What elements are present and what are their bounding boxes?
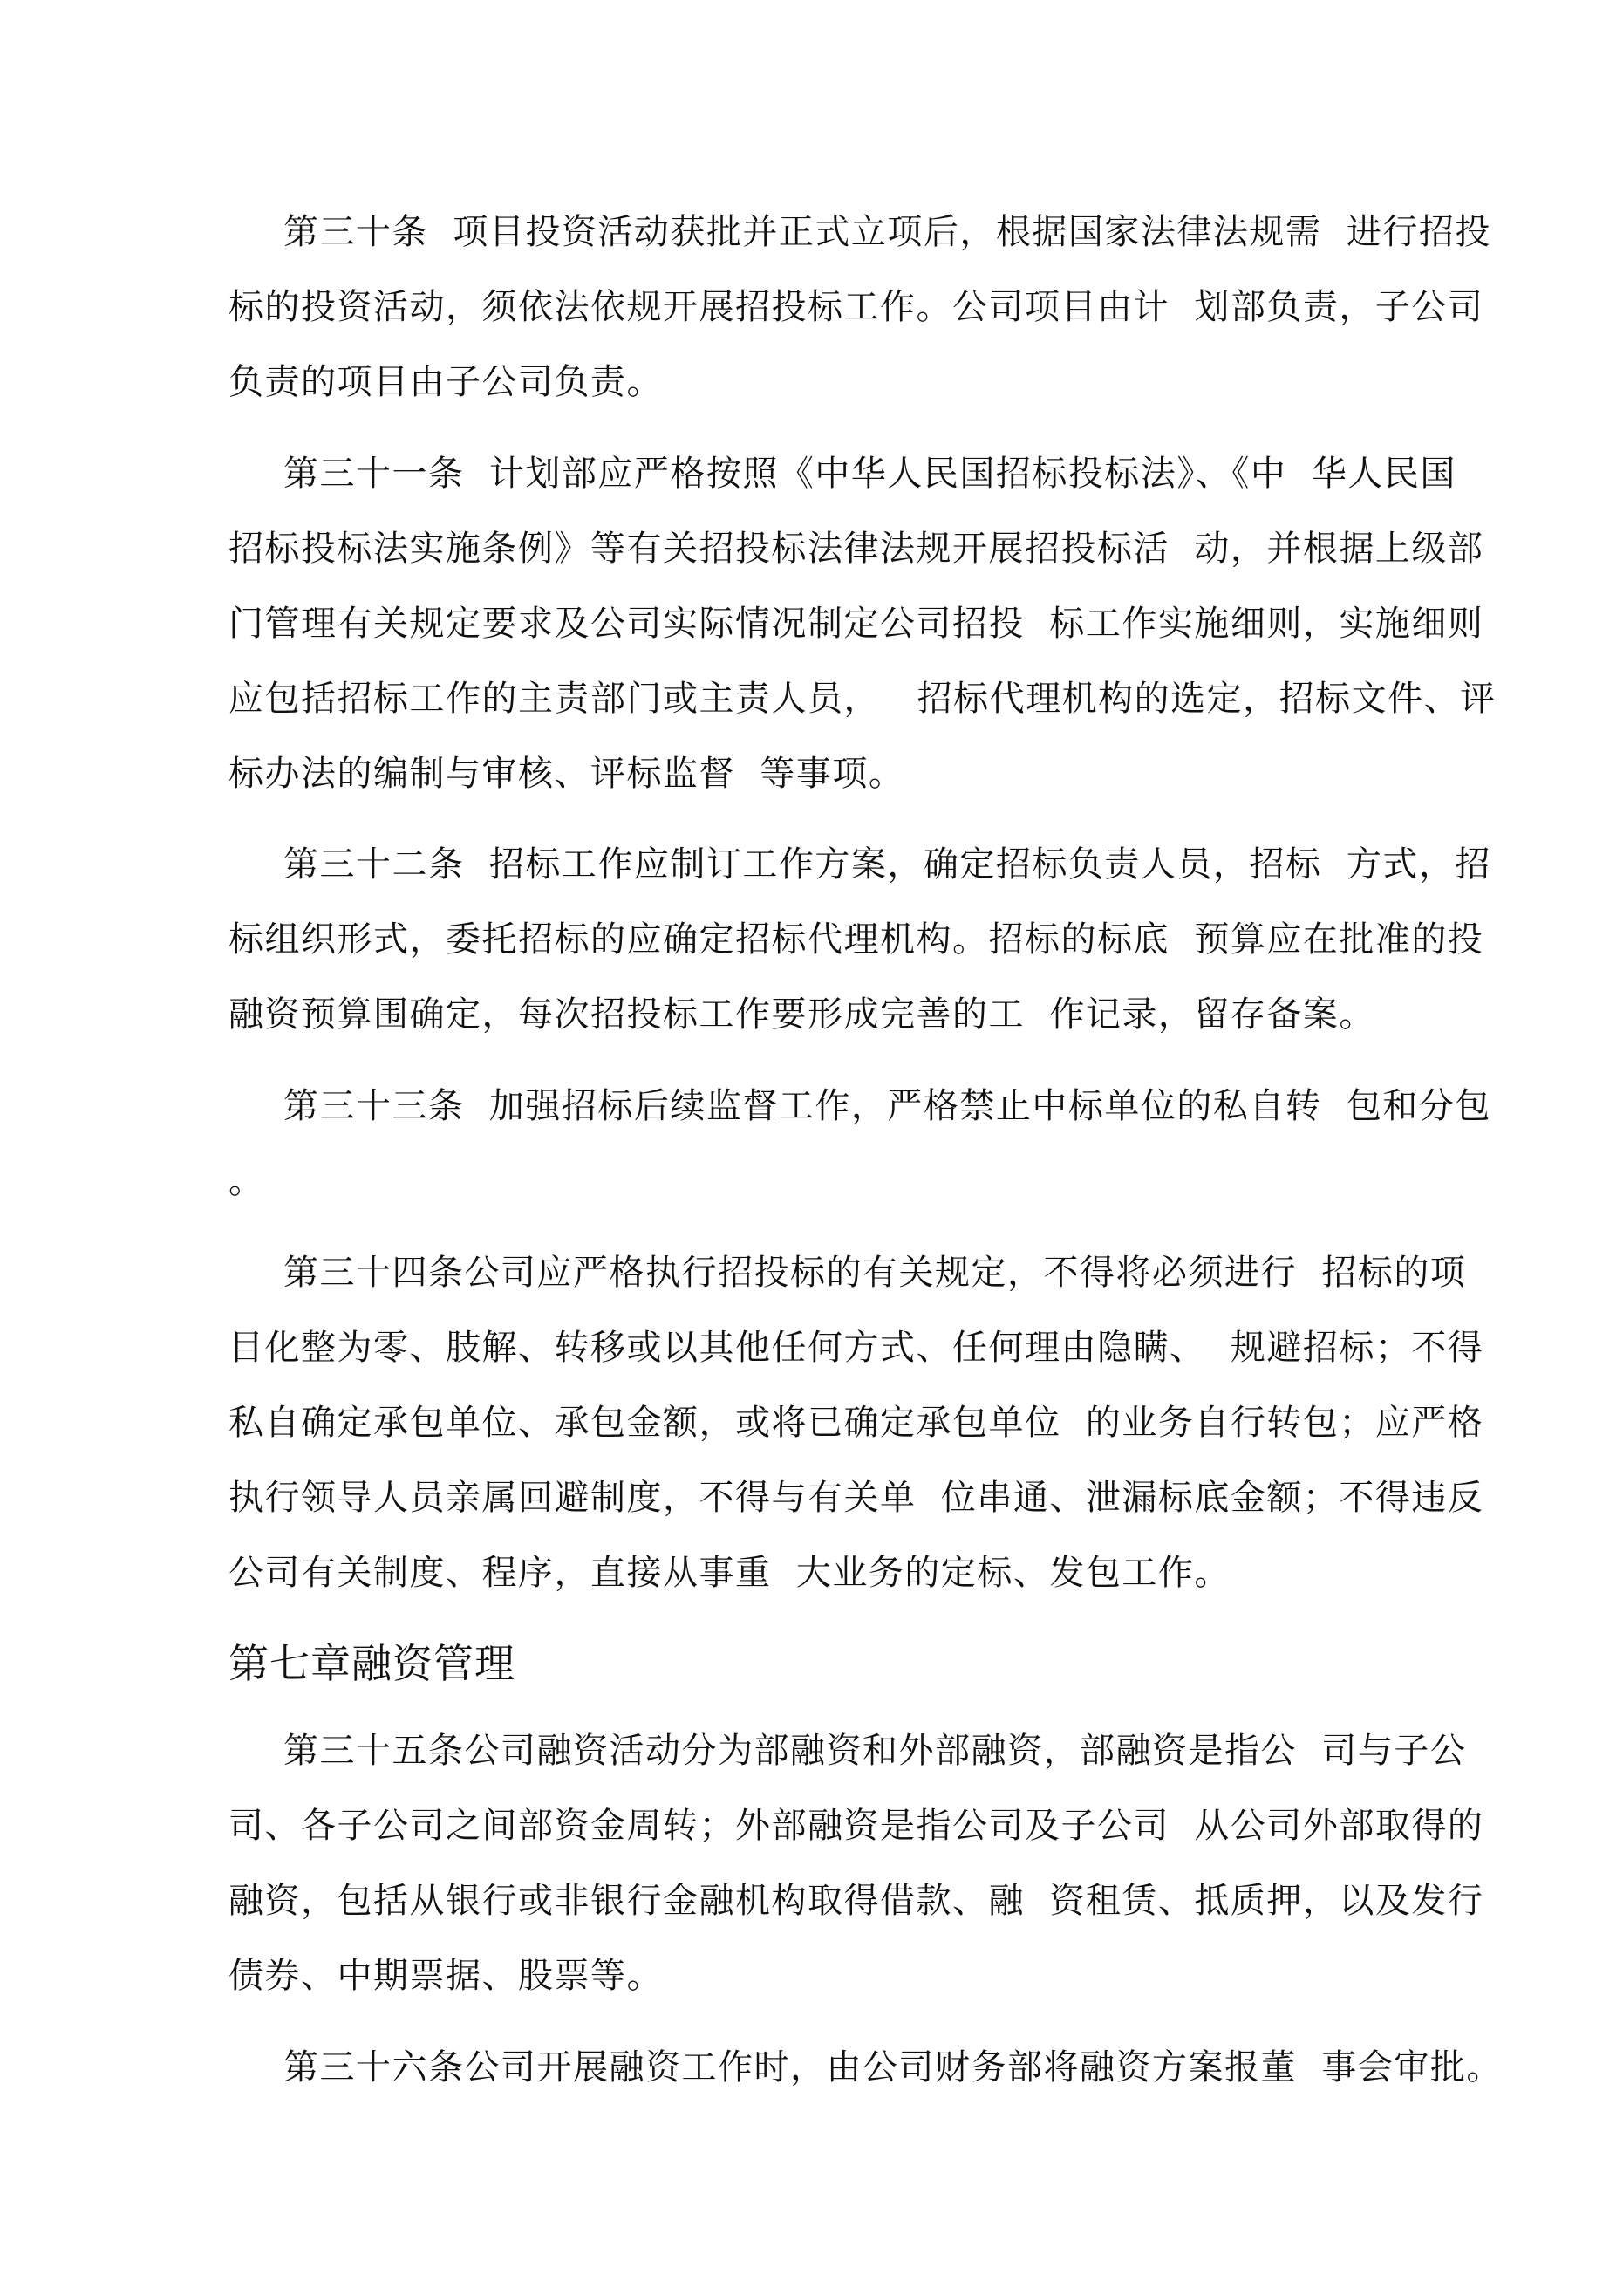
article-30-line-1: 第三十条 项目投资活动获批并正式立项后，根据国家法律法规需 进行招投 xyxy=(283,212,1491,252)
article-33-line-2: 。 xyxy=(228,1161,265,1201)
article-33-line-1: 第三十三条 加强招标后续监督工作，严格禁止中标单位的私自转 包和分包 xyxy=(283,1086,1491,1126)
article-30-line-3: 负责的项目由子公司负责。 xyxy=(228,362,663,402)
article-32-line-3: 融资预算围确定，每次招投标工作要形成完善的工 作记录，留存备案。 xyxy=(228,994,1375,1035)
article-34-line-1: 第三十四条公司应严格执行招投标的有关规定，不得将必须进行 招标的项 xyxy=(283,1253,1467,1293)
article-32-line-1: 第三十二条 招标工作应制订工作方案，确定招标负责人员，招标 方式，招 xyxy=(283,844,1491,885)
article-35-line-1: 第三十五条公司融资活动分为部融资和外部融资，部融资是指公 司与子公 xyxy=(283,1731,1467,1771)
article-36-line-1: 第三十六条公司开展融资工作时，由公司财务部将融资方案报董 事会审批。 xyxy=(283,2047,1503,2088)
article-31-line-1: 第三十一条 计划部应严格按照《中华人民国招标投标法》、《中 华人民国 xyxy=(283,454,1456,494)
article-32-line-2: 标组织形式，委托招标的应确定招标代理机构。招标的标底 预算应在批准的投 xyxy=(228,919,1484,960)
article-31-line-3: 门管理有关规定要求及公司实际情况制定公司招投 标工作实施细则，实施细则 xyxy=(228,604,1484,644)
article-35-line-2: 司、各子公司之间部资金周转；外部融资是指公司及子公司 从公司外部取得的 xyxy=(228,1806,1484,1846)
article-35-line-4: 债券、中期票据、股票等。 xyxy=(228,1956,663,1996)
article-35-line-3: 融资，包括从银行或非银行金融机构取得借款、融 资租赁、抵质押，以及发行 xyxy=(228,1881,1484,1921)
article-30-line-2: 标的投资活动，须依法依规开展招投标工作。公司项目由计 划部负责，子公司 xyxy=(228,287,1484,327)
article-34-line-4: 执行领导人员亲属回避制度，不得与有关单 位串通、泄漏标底金额；不得违反 xyxy=(228,1478,1484,1518)
chapter-7-heading: 第七章融资管理 xyxy=(228,1640,515,1687)
article-31-line-2: 招标投标法实施条例》等有关招投标法律法规开展招投标活 动，并根据上级部 xyxy=(228,529,1484,569)
article-31-line-5: 标办法的编制与审核、评标监督 等事项。 xyxy=(228,754,905,794)
article-34-line-3: 私自确定承包单位、承包金额，或将已确定承包单位 的业务自行转包；应严格 xyxy=(228,1403,1484,1443)
article-31-line-4: 应包括招标工作的主责部门或主责人员， 招标代理机构的选定，招标文件、评 xyxy=(228,679,1497,719)
article-34-line-2: 目化整为零、肢解、转移或以其他任何方式、任何理由隐瞒、 规避招标；不得 xyxy=(228,1328,1484,1368)
article-34-line-5: 公司有关制度、程序，直接从事重 大业务的定标、发包工作。 xyxy=(228,1553,1231,1593)
